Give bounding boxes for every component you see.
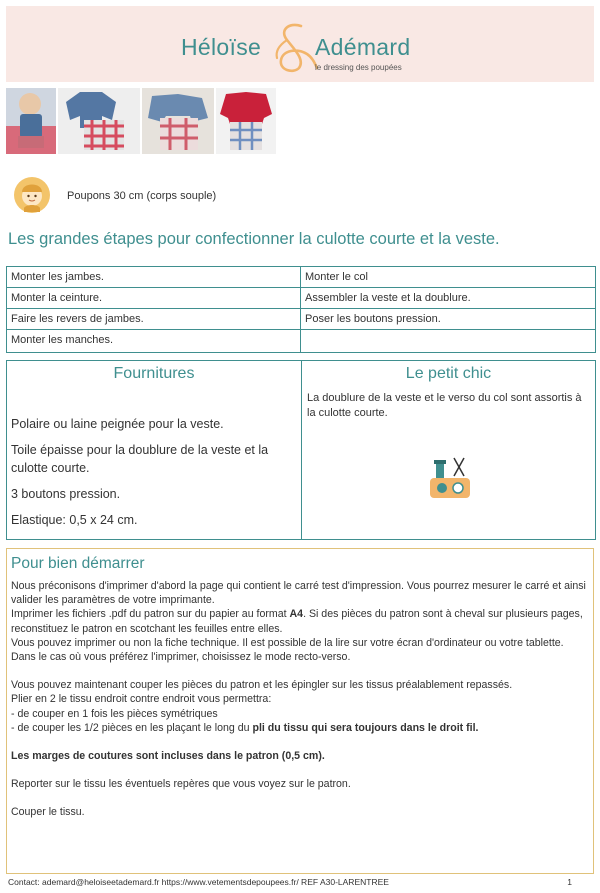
table-cell: Faire les revers de jambes. xyxy=(7,309,301,330)
supplies-section xyxy=(6,360,596,540)
text-run: pli du tissu qui sera toujours dans le droit fil. xyxy=(252,721,479,734)
photo-doll-denim xyxy=(6,88,56,154)
chic-text: La doublure de la veste et le verso du col sont assortis à la culotte courte. xyxy=(307,392,582,419)
section-title: Pour bien démarrer xyxy=(11,555,145,572)
photo-denim-outfit xyxy=(142,88,214,154)
paragraph: Couper le tissu. xyxy=(11,806,85,819)
column-divider xyxy=(301,361,302,539)
doll-size-subtitle: Poupons 30 cm (corps souple) xyxy=(67,190,217,202)
paragraph: - de couper en 1 fois les pièces symétriques xyxy=(11,707,218,720)
paragraph: Les marges de coutures sont incluses dans le patron (0,5 cm). xyxy=(11,750,325,763)
steps-table xyxy=(6,266,596,353)
format-label: A4 xyxy=(289,608,304,621)
text-run: . Si des pièces du patron sont à cheval sur plusieurs pages, reconstituez le patron en scotchant les feuilles entre elles. xyxy=(11,608,583,635)
brand-logo[interactable] xyxy=(181,20,441,74)
paragraph: Vous pouvez maintenant couper les pièces du patron et les épingler sur les tissus préalablement repassés. xyxy=(11,679,513,692)
paragraph: Vous pouvez imprimer ou non la fiche technique. Il est possible de la lire sur votre écran d'ordinateur ou votre tablette. Dans le cas où vous préférez l'imprimer, choisissez le mode recto-verso. xyxy=(11,636,564,664)
list-item: Elastique: 0,5 x 24 cm. xyxy=(11,513,138,527)
paragraph: Plier en 2 le tissu endroit contre endroit vous permettra: xyxy=(11,693,272,706)
header-banner xyxy=(6,6,594,82)
table-cell: Monter les jambes. xyxy=(7,267,301,288)
photo-red-jacket xyxy=(216,88,276,154)
table-cell: Monter le col xyxy=(301,267,595,288)
text-run: Imprimer les fichiers .pdf du patron sur du papier au format xyxy=(11,608,290,621)
photo-jacket-shorts xyxy=(58,88,140,154)
table-cell: Monter la ceinture. xyxy=(7,288,301,309)
paragraph xyxy=(11,607,587,635)
paragraph xyxy=(11,721,587,735)
table-cell xyxy=(301,330,595,352)
chic-title: Le petit chic xyxy=(405,365,492,382)
brand-name-right: Adémard xyxy=(315,34,411,60)
list-item: Polaire ou laine peignée pour la veste. xyxy=(11,417,224,431)
table-cell: Poser les boutons pression. xyxy=(301,309,595,330)
supplies-title: Fournitures xyxy=(113,365,195,382)
text-run: - de couper les 1/2 pièces en les plaçant le long du xyxy=(11,721,253,734)
brand-tagline: le dressing des poupées xyxy=(315,63,402,72)
table-cell: Assembler la veste et la doublure. xyxy=(301,288,595,309)
section-body xyxy=(11,579,587,820)
paragraph: Nous préconisons d'imprimer d'abord la page qui contient le carré test d'impression. Vous pourrez mesurer le carré et ainsi valider les paramètres de votre imprimante. xyxy=(11,580,586,607)
supplies-list xyxy=(11,415,295,537)
getting-started-section xyxy=(6,548,594,874)
sewing-kit-icon xyxy=(424,456,476,502)
list-item: Toile épaisse pour la doublure de la veste et la culotte courte. xyxy=(11,443,269,475)
paragraph: Reporter sur le tissu les éventuels repères que vous voyez sur le patron. xyxy=(11,778,351,791)
doll-face-icon xyxy=(12,174,52,216)
page-footer xyxy=(8,877,592,887)
table-cell: Monter les manches. xyxy=(7,330,301,352)
page-number: 1 xyxy=(567,877,572,887)
ampersand-icon xyxy=(265,20,321,74)
list-item: 3 boutons pression. xyxy=(11,487,121,501)
footer-contact[interactable]: Contact: ademard@heloiseetademard.fr https://www.vetementsdepoupees.fr/ REF A30-LARENTREE xyxy=(8,877,389,887)
page-title: Les grandes étapes pour confectionner la culotte courte et la veste. xyxy=(8,230,500,248)
brand-name-left: Héloïse xyxy=(181,34,262,60)
